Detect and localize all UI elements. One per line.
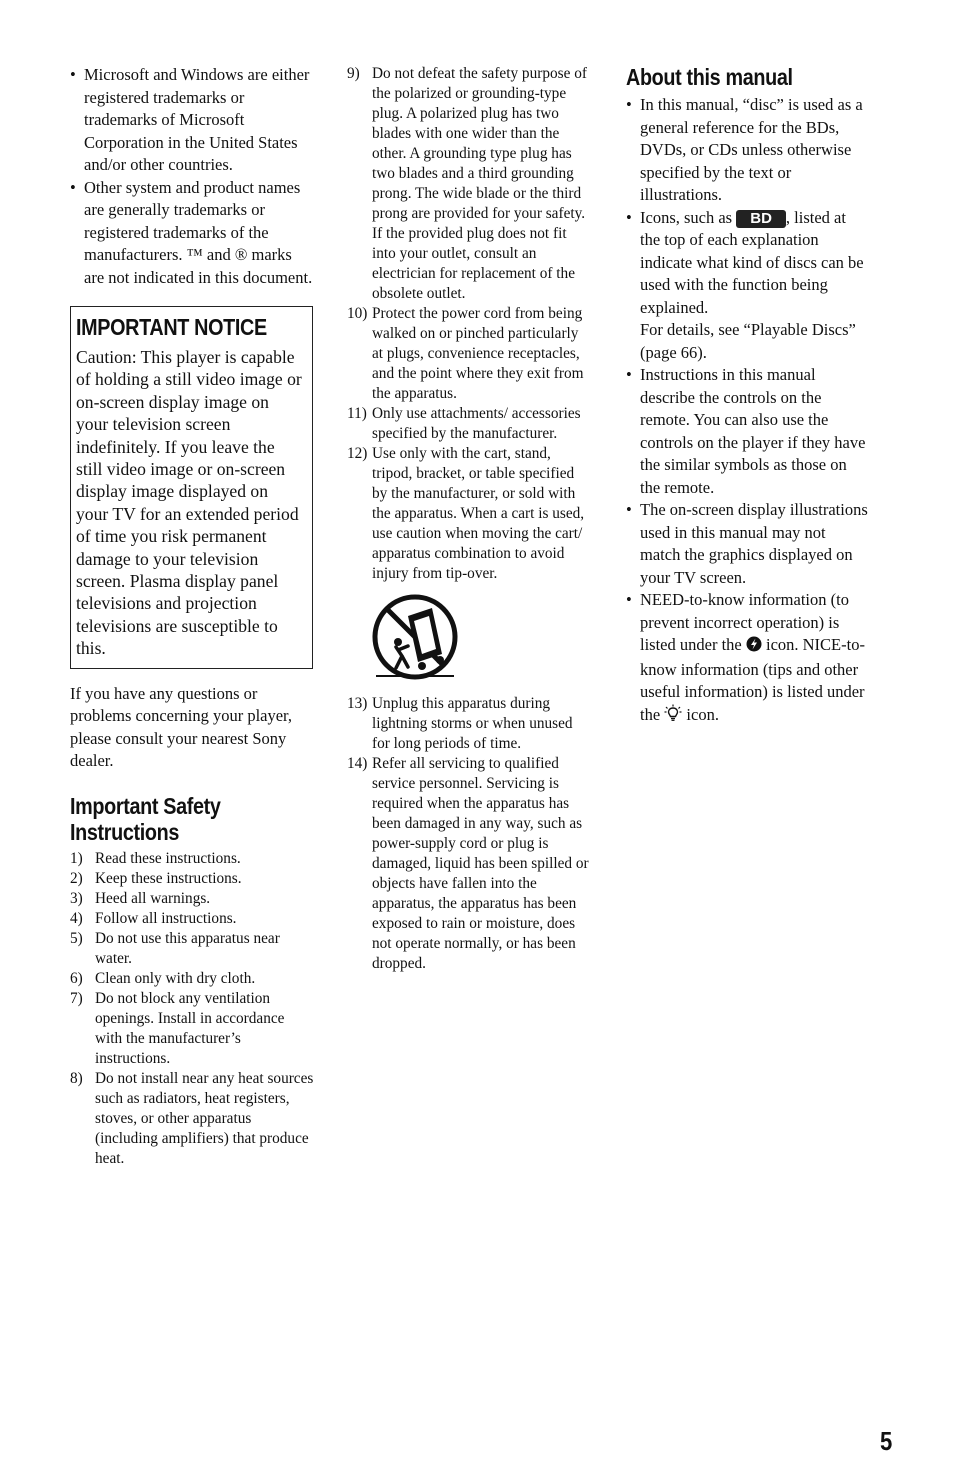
safety-instructions-list-continued — [347, 64, 591, 584]
item-text: Keep these instructions. — [95, 869, 242, 887]
notice-body: Caution: This player is capable of holding a still video image or on-screen display image on your television screen indefinitely. If you leave the still video image or on-screen display image displayed on your TV for an extended period of time you risk permanent damage to your television screen. Plasma display panel televisions and projection televisions are susceptible to this. — [76, 347, 302, 659]
numbered-item — [70, 869, 314, 889]
bd-icon: BD — [736, 210, 786, 228]
item-text: Do not block any ventilation openings. Install in accordance with the manufacturer’s instructions. — [95, 989, 285, 1067]
numbered-item — [70, 1069, 314, 1169]
column-right — [626, 64, 870, 728]
important-notice-box — [70, 306, 313, 669]
item-number: 4) — [70, 909, 83, 927]
list-item — [626, 207, 870, 365]
item-number: 8) — [70, 1069, 83, 1087]
item-text: Only use attachments/ accessories specified by the manufacturer. — [372, 405, 581, 442]
numbered-item — [347, 404, 591, 444]
list-item: • Instructions in this manual describe the controls on the remote. You can also use the controls on the player if they have the similar symbols as those on the remote. — [626, 364, 870, 499]
numbered-item — [347, 694, 591, 754]
item-number: 13) — [347, 695, 368, 712]
numbered-item — [70, 909, 314, 929]
safety-instructions-list-continued — [347, 694, 591, 974]
safety-heading: Important Safety Instructions — [70, 792, 221, 845]
text-span: icon. NICE-to-know information (tips and other useful information) is listed under the — [640, 635, 865, 724]
list-item — [626, 589, 870, 728]
item-text: Refer all servicing to qualified service personnel. Servicing is required when the apparatus has been damaged in any way, such as power-supply cord or plug is damaged, liquid has been spilled or objects have fallen into the apparatus, the apparatus has been exposed to rain or moisture, does not operate normally, or has been dropped. — [372, 755, 589, 972]
numbered-item — [347, 304, 591, 404]
text-span: NEED-to-know information (to prevent incorrect operation) is listed under the — [640, 590, 849, 654]
numbered-item — [70, 849, 314, 869]
about-heading: About this manual — [626, 64, 793, 90]
trademark-list — [70, 64, 314, 289]
page-number: 5 — [880, 1426, 893, 1456]
item-number: 10) — [347, 305, 368, 322]
numbered-item — [347, 754, 591, 974]
list-item: • The on-screen display illustrations used in this manual may not match the graphics displayed on your TV screen. — [626, 499, 870, 589]
column-middle — [347, 64, 591, 974]
item-number: 12) — [347, 445, 368, 462]
cart-tip-over-warning-icon — [372, 594, 458, 680]
numbered-item — [70, 929, 314, 969]
item-number: 6) — [70, 969, 83, 987]
item-text: Heed all warnings. — [95, 889, 211, 907]
item-number: 7) — [70, 989, 83, 1007]
text-span: icon. — [682, 704, 719, 724]
list-item: • Other system and product names are generally trademarks or registered trademarks of the manufacturers. ™ and ® marks are not indicated in this document. — [70, 177, 314, 290]
notice-title: IMPORTANT NOTICE — [76, 314, 267, 340]
item-text: Do not defeat the safety purpose of the polarized or grounding-type plug. A polarized plug has two blades with one wider than the other. A grounding type plug has two blades and a third grounding prong. The wide blade or the third prong are provided for your safety. If the provided plug does not fit into your outlet, consult an electrician for replacement of the obsolete outlet. — [372, 65, 587, 302]
numbered-item — [70, 989, 314, 1069]
list-item: • In this manual, “disc” is used as a general reference for the BDs, DVDs, or CDs unless otherwise specified by the text or illustrations. — [626, 94, 870, 207]
numbered-item — [70, 969, 314, 989]
item-text: Protect the power cord from being walked on or pinched particularly at plugs, convenience receptacles, and the point where they exit from the apparatus. — [372, 305, 584, 402]
text-span: , listed at the top of each explanation indicate what kind of discs can be used with the function being explained. — [640, 207, 864, 317]
item-text: Use only with the cart, stand, tripod, bracket, or table specified by the manufacturer, or sold with the apparatus. When a cart is used, use caution when moving the cart/ apparatus combination to avoid injury from tip-over. — [372, 445, 585, 582]
list-item: • Microsoft and Windows are either registered trademarks or trademarks of Microsoft Corporation in the United States and/or other countries. — [70, 64, 314, 177]
questions-paragraph: If you have any questions or problems concerning your player, please consult your nearest Sony dealer. — [70, 683, 293, 771]
item-text: Follow all instructions. — [95, 909, 237, 927]
item-number: 11) — [347, 405, 367, 422]
item-number: 9) — [347, 65, 360, 82]
item-text: Read these instructions. — [95, 849, 241, 867]
item-text: Do not use this apparatus near water. — [95, 929, 280, 967]
about-list — [626, 94, 870, 728]
item-number: 1) — [70, 849, 83, 867]
caution-icon — [746, 636, 762, 659]
safety-instructions-list — [70, 849, 314, 1169]
text-span: For details, see “Playable Discs” (page 66). — [640, 320, 856, 362]
item-number: 2) — [70, 869, 83, 887]
item-text: Unplug this apparatus during lightning storms or when unused for long periods of time. — [372, 695, 573, 752]
item-text: Do not install near any heat sources such as radiators, heat registers, stoves, or other apparatus (including amplifiers) that produce heat. — [95, 1069, 314, 1167]
item-number: 5) — [70, 929, 83, 947]
numbered-item — [347, 444, 591, 584]
numbered-item — [70, 889, 314, 909]
item-number: 14) — [347, 755, 368, 772]
numbered-item — [347, 64, 591, 304]
text-span: Icons, such as — [640, 207, 737, 227]
column-left — [70, 64, 314, 1169]
item-number: 3) — [70, 889, 83, 907]
item-text: Clean only with dry cloth. — [95, 969, 256, 987]
lightbulb-icon — [664, 704, 682, 729]
